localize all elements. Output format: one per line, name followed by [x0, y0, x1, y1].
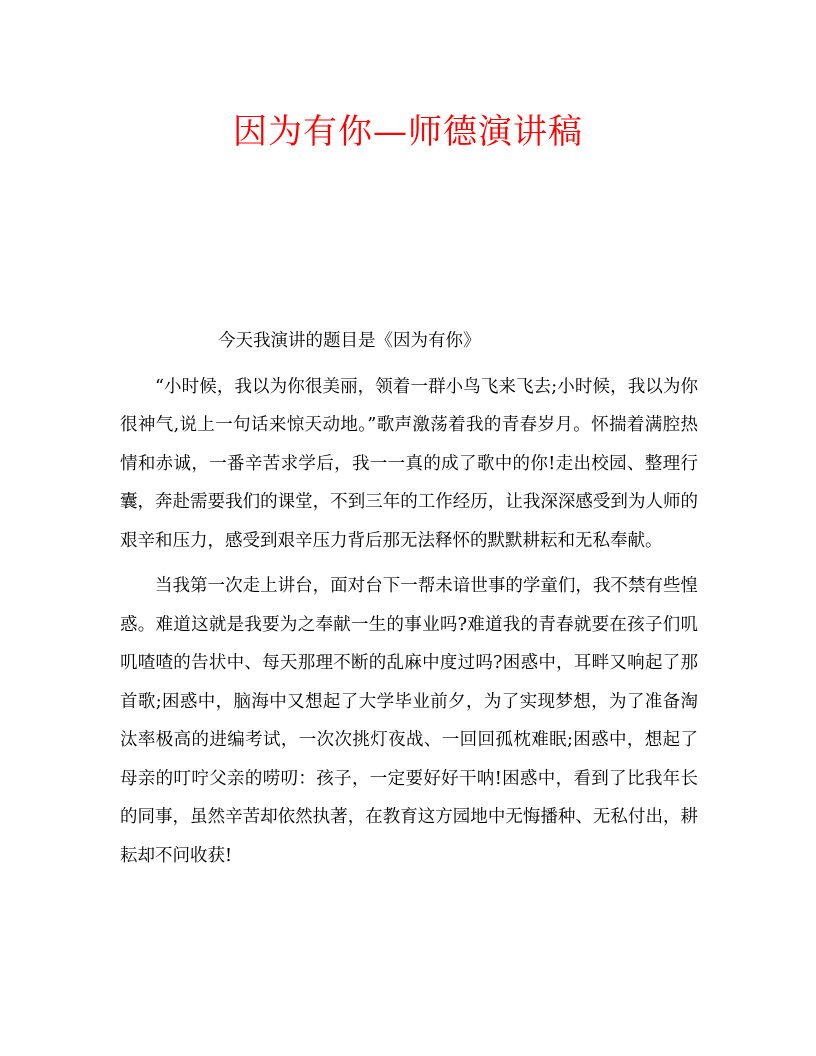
document-title: 因为有你—师德演讲稿: [233, 112, 583, 152]
paragraph-1: “小时候，我以为你很美丽，领着一群小鸟飞来飞去;小时候，我以为你很神气,说上一句话来惊天动地。”歌声激荡着我的青春岁月。怀揣着满腔热情和赤诚，一番辛苦求学后，我一一真的成了歌中的你!走出校园、整理行囊，奔赴需要我们的课堂，不到三年的工作经历，让我深深感受到为人师的艰辛和压力，感受到艰辛压力背后那无法释怀的默默耕耘和无私奉献。: [120, 376, 698, 551]
speech-topic-line: 今天我演讲的题目是《因为有你》: [218, 331, 481, 351]
document-body: [120, 322, 698, 875]
paragraph-2: 当我第一次走上讲台，面对台下一帮未谙世事的学童们，我不禁有些惶惑。难道这就是我要为之奉献一生的事业吗?难道我的青春就要在孩子们叽叽喳喳的告状中、每天那理不断的乱麻中度过吗?困惑中，耳畔又响起了那首歌;困惑中，脑海中又想起了大学毕业前夕，为了实现梦想，为了准备淘汰率极高的进编考试，一次次挑灯夜战、一回回孤枕难眠;困惑中，想起了母亲的叮咛父亲的唠叨：孩子，一定要好好干呐!困惑中，看到了比我年长的同事，虽然辛苦却依然执著，在教育这方园地中无悔播种、无私付出，耕耘却不问收获!: [120, 576, 698, 866]
